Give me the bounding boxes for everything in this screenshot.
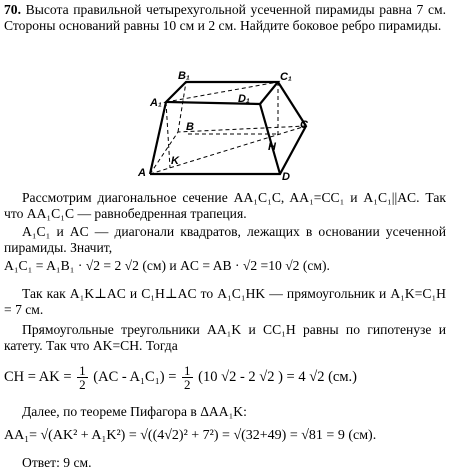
formula1-left: CH = AK = [4, 368, 72, 385]
label-c1: C₁ [280, 71, 292, 83]
fraction-half-1: $\frac{1}{2}$ [79, 363, 86, 392]
solution-line-5: Прямоугольные треугольники AA₁K и CC₁H равны по гипотенузе и катету. Так что AK=CH. Тогда [4, 322, 446, 353]
formula-pythagoras: AA₁= √(AK² + A₁K²) = √((4√2)² + 7²) = √(32+49) = √81 = 9 (см). [4, 428, 377, 443]
problem-number: 70. [4, 2, 21, 17]
label-d: D [282, 171, 290, 182]
truncated-pyramid-diagram [118, 70, 328, 182]
pyramid-figure [118, 70, 328, 182]
label-b1: B₁ [178, 70, 190, 82]
solution-line-3: A₁C₁ = A₁B₁ · √2 = 2 √2 (см) и AC = AB · √2 =10 √2 (см). [4, 258, 330, 273]
label-a: A [138, 167, 146, 179]
solution-line-2: A₁C₁ и AC — диагонали квадратов, лежащих в основании усеченной пирамиды. Значит, [4, 224, 446, 255]
formula1-mid1: (AC - A₁C₁) = [93, 368, 177, 385]
label-a1: A₁ [150, 97, 162, 109]
label-d1: D₁ [238, 93, 250, 105]
formula-ch-ak [4, 364, 446, 391]
label-c: C [300, 119, 308, 131]
formula1-mid2: (10 √2 - 2 √2 ) = 4 √2 (см.) [198, 368, 357, 385]
label-b: B [186, 121, 194, 133]
solution-line-1: Рассмотрим диагональное сечение AA₁C₁C, AA₁=CC₁ и A₁C₁||AC. Так что AA₁C₁C — равнобедренная трапеция. [4, 190, 446, 221]
solution-line-4: Так как A₁K⊥AC и C₁H⊥AC то A₁C₁HK — прямоугольник и A₁K=C₁H = 7 см. [4, 286, 446, 317]
label-k: K [171, 155, 179, 167]
problem-statement [4, 2, 446, 34]
fraction-half-2: $\frac{1}{2}$ [184, 363, 191, 392]
label-h: H [268, 141, 276, 153]
solution-line-6: Далее, по теореме Пифагора в ΔAA₁K: [22, 404, 247, 419]
answer: Ответ: 9 см. [22, 455, 92, 470]
problem-text: Высота правильной четырехугольной усеченной пирамиды равна 7 см. Стороны оснований равны 10 см и 2 см. Найдите боковое ребро пирамиды. [4, 2, 446, 33]
